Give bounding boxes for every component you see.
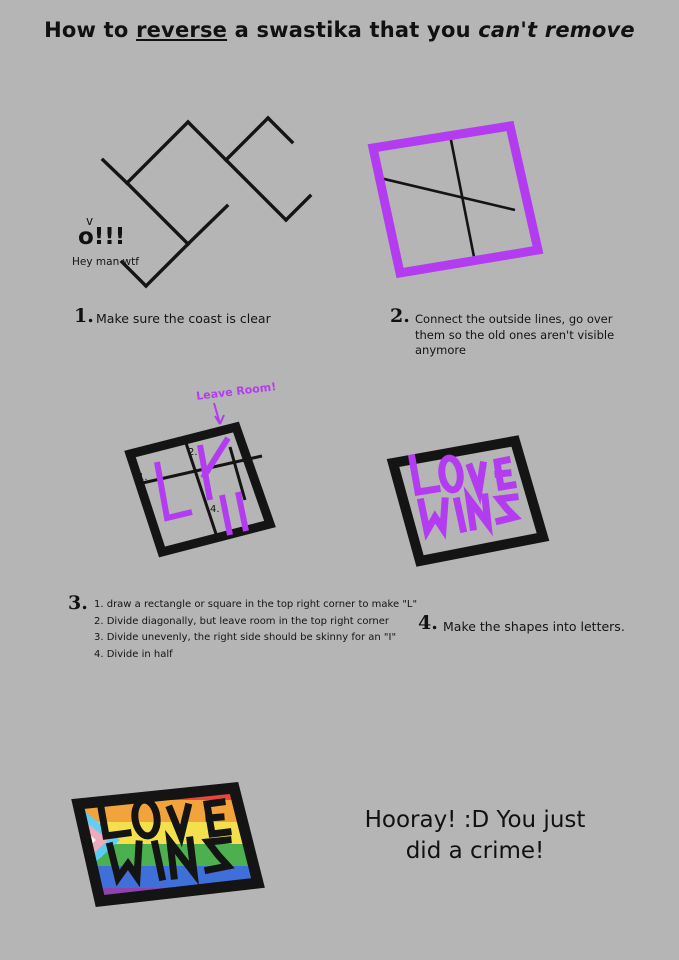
- step-2-number: 2.: [390, 305, 410, 327]
- panel3-number-2: 2.: [188, 447, 198, 458]
- title-part-1: How to: [44, 18, 137, 42]
- title-part-3: a swastika that you: [227, 18, 479, 42]
- step-4-caption: Make the shapes into letters.: [443, 619, 625, 634]
- panel2-square-figure: [355, 110, 565, 295]
- letter-S-bottom: [499, 497, 515, 521]
- step-1-caption: Make sure the coast is clear: [96, 311, 271, 326]
- page-title: [0, 18, 679, 42]
- final-hooray-line-2: did a crime!: [405, 838, 545, 865]
- step-3-instruction-3: 3. Divide unevenly, the right side should be skinny for an "I": [94, 632, 397, 643]
- swastika-stroke-6: [127, 183, 188, 244]
- letter-N-bottom: [469, 497, 488, 527]
- swastika-stroke-4: [226, 118, 268, 160]
- swastika-stroke-7: [188, 206, 227, 244]
- swastika-stroke-8: [146, 244, 188, 286]
- step-3-instruction-4: 4. Divide in half: [94, 648, 173, 660]
- purple-I-guide: [222, 495, 230, 535]
- title-part-cant-remove: can't remove: [478, 18, 635, 42]
- swastika-stroke-11: [286, 196, 310, 220]
- step-2-caption: Connect the outside lines, go over them so the old ones aren't visible anymore: [415, 312, 615, 358]
- leave-room-label: Leave Room!: [195, 380, 277, 403]
- purple-diag-guide-2: [203, 438, 228, 478]
- hey-man-wtf-text: Hey man wtf: [72, 256, 139, 268]
- swastika-stroke-3: [103, 160, 127, 183]
- step-1-number: 1.: [74, 305, 94, 327]
- letter-O-top: [440, 457, 463, 491]
- letter-E-top: [497, 460, 513, 487]
- panel3-divided-square-figure: [110, 400, 310, 590]
- purple-outline-square: [373, 126, 538, 273]
- panel4-love-wins-figure: [375, 425, 565, 585]
- letter-L-top: [412, 458, 437, 492]
- final-rainbow-love-wins-figure: [62, 778, 277, 913]
- step-3-instruction-1: 1. draw a rectangle or square in the top right corner to make "L": [94, 599, 418, 610]
- inner-line-horizontal: [380, 178, 515, 210]
- swastika-stroke-10: [226, 160, 286, 220]
- swastika-stroke-2: [188, 122, 226, 160]
- step-4-number: 4.: [418, 612, 438, 634]
- step-3-instruction-2: 2. Divide diagonally, but leave room in the top right corner: [94, 615, 390, 627]
- oh-caret-mark: v: [86, 214, 94, 228]
- purple-L-guide: [157, 462, 192, 518]
- letter-I-bottom: [457, 501, 463, 529]
- letter-W-bottom: [421, 501, 445, 531]
- step-3-instruction-list: [94, 598, 418, 664]
- panel3-number-3: 3.: [152, 528, 162, 539]
- panel3-number-1: 1.: [138, 472, 148, 483]
- oh-exclamation-text: o!!!: [78, 224, 126, 250]
- panel3-number-4: 4.: [210, 504, 220, 515]
- final-hooray-line-1: Hooray! :D You just: [364, 807, 586, 833]
- title-part-reverse: reverse: [136, 18, 228, 42]
- final-hooray-text: [310, 805, 640, 867]
- step-3-number: 3.: [68, 592, 88, 614]
- letter-V-top: [470, 465, 483, 491]
- swastika-stroke-1: [127, 122, 188, 183]
- swastika-stroke-5: [268, 118, 292, 142]
